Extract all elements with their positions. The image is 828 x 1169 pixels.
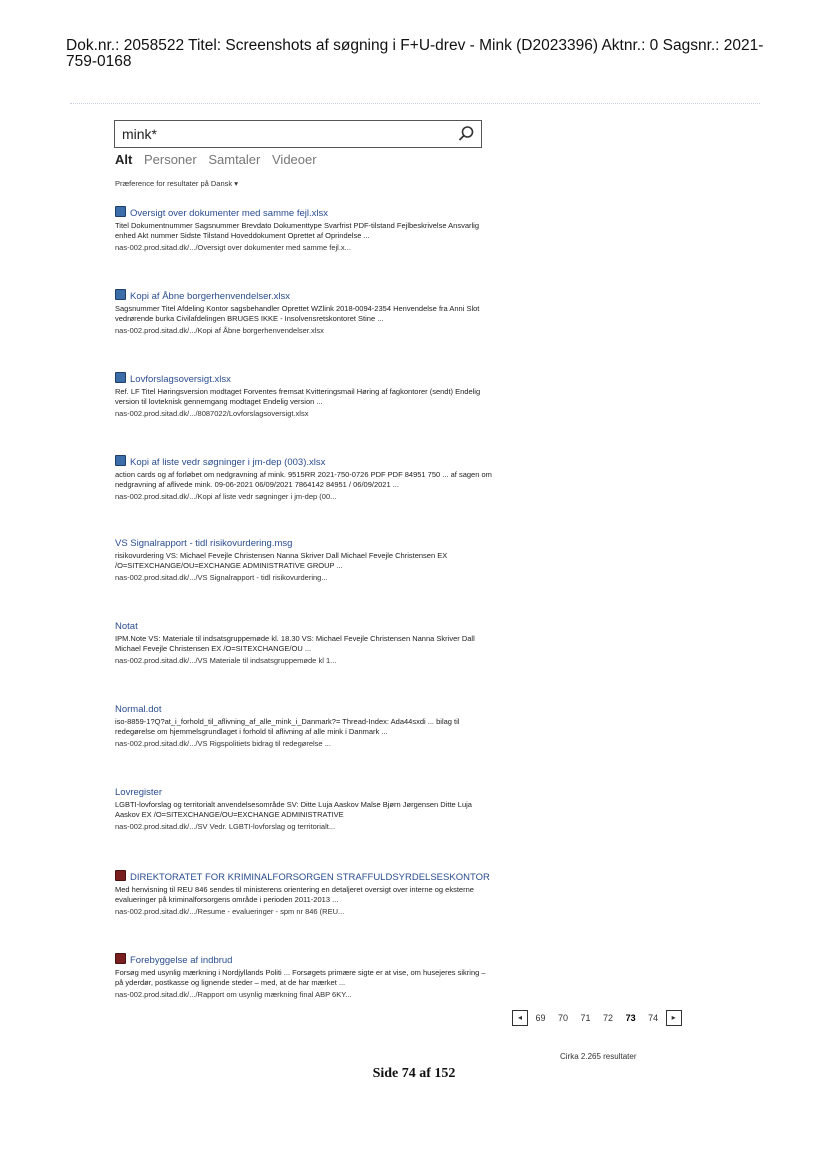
excel-file-icon <box>115 289 126 300</box>
next-page-button[interactable]: ▸ <box>666 1010 682 1026</box>
result-item <box>115 206 493 289</box>
result-snippet: risikovurdering VS: Michael Fevejle Christensen Nanna Skriver Dall Michael Fevejle Christensen EX /O=SITEXCHANGE/OU=EXCHANGE ADMINISTRATIVE GROUP ... <box>115 551 448 570</box>
search-box[interactable] <box>114 120 482 148</box>
language-preference[interactable]: Præference for resultater på Dansk ▾ <box>115 179 238 188</box>
search-tabs <box>115 152 325 167</box>
tab-alt[interactable]: Alt <box>115 152 133 167</box>
result-url: nas-002.prod.sitad.dk/.../Kopi af liste vedr søgninger i jm-dep (00... <box>115 492 337 501</box>
result-snippet: Med henvisning til REU 846 sendes til ministerens orientering en detaljeret oversigt over interne og eksterne evalueringer på kriminalforsorgens område i perioden 2011-2013 ... <box>115 885 474 904</box>
result-snippet: IPM.Note VS: Materiale til indsatsgruppemøde kl. 18.30 VS: Michael Fevejle Christensen Nanna Skriver Dall Michael Fevejle Christensen EX /O=SITEXCHANGE/OU ... <box>115 634 475 653</box>
result-item <box>115 704 493 787</box>
result-title[interactable]: Lovforslagsoversigt.xlsx <box>115 372 493 386</box>
result-title[interactable]: Oversigt over dokumenter med samme fejl.xlsx <box>115 206 493 220</box>
result-snippet: iso-8859-1?Q?at_i_forhold_til_aflivning_af_alle_mink_i_Danmark?= Thread-Index: Ada44sxdi ... bilag til redegørelse om hjemmelsgrundlaget i forhold til aflivning af alle mink i Danmark ... <box>115 717 460 736</box>
result-title[interactable]: Normal.dot <box>115 704 162 715</box>
page-link[interactable]: 71 <box>580 1013 591 1023</box>
result-snippet: action cards og af forløbet om nedgravning af mink. 9515RR 2021-750-0726 PDF PDF 84951 750 ... af sagen om nedgravning af aflivede mink. 09-06-2021 06/09/2021 7864142 84951 / 06/09/2021 ... <box>115 470 492 489</box>
excel-file-icon <box>115 455 126 466</box>
result-title[interactable]: Kopi af Åbne borgerhenvendelser.xlsx <box>115 289 493 303</box>
tab-personer[interactable]: Personer <box>143 152 197 167</box>
result-item <box>115 787 493 870</box>
result-url: nas-002.prod.sitad.dk/.../VS Rigspolitiets bidrag til redegørelse ... <box>115 739 331 748</box>
page-link[interactable]: 70 <box>558 1013 569 1023</box>
result-item <box>115 372 493 455</box>
result-count: Cirka 2.265 resultater <box>560 1052 637 1061</box>
result-item <box>115 455 493 538</box>
pdf-file-icon <box>115 953 126 964</box>
page-link[interactable]: 74 <box>648 1013 659 1023</box>
page-link[interactable]: 69 <box>535 1013 546 1023</box>
result-snippet: Sagsnummer Titel Afdeling Kontor sagsbehandler Oprettet WZlink 2018-0094-2354 Henvendelse fra Anni Slot vedrørende burka Civilafdelingen BRUGES IKKE - Insolvensretskontoret Stine ... <box>115 304 480 323</box>
result-url: nas-002.prod.sitad.dk/.../Kopi af Åbne borgerhenvendelser.xlsx <box>115 326 324 335</box>
search-input[interactable]: mink* <box>122 126 158 142</box>
current-page: 73 <box>625 1013 636 1023</box>
result-url: nas-002.prod.sitad.dk/.../Resume - evalueringer - spm nr 846 (REU... <box>115 907 345 916</box>
result-url: nas-002.prod.sitad.dk/.../Rapport om usynlig mærkning final ABP 6KY... <box>115 990 352 999</box>
result-item <box>115 870 493 953</box>
result-item <box>115 953 493 1036</box>
results-list <box>115 206 493 1036</box>
result-url: nas-002.prod.sitad.dk/.../VS Signalrapport - tidl risikovurdering... <box>115 573 328 582</box>
tab-samtaler[interactable]: Samtaler <box>208 152 261 167</box>
excel-file-icon <box>115 372 126 383</box>
result-item <box>115 289 493 372</box>
result-title[interactable]: VS Signalrapport - tidl risikovurdering.msg <box>115 538 293 549</box>
search-icon[interactable] <box>457 125 475 143</box>
tab-videoer[interactable]: Videoer <box>272 152 317 167</box>
result-snippet: Forsøg med usynlig mærkning i Nordjyllands Politi ... Forsøgets primære sigte er at vise, om husejeres sikring – på yderdør, postkasse og lignende steder – med, at de har mærket ... <box>115 968 486 987</box>
result-title[interactable]: DIREKTORATET FOR KRIMINALFORSORGEN STRAFFULDSYRDELSESKONTOR <box>115 870 493 884</box>
result-title[interactable]: Kopi af liste vedr søgninger i jm-dep (003).xlsx <box>115 455 493 469</box>
result-title[interactable]: Lovregister <box>115 787 162 798</box>
result-url: nas-002.prod.sitad.dk/.../8087022/Lovforslagsoversigt.xlsx <box>115 409 309 418</box>
result-title[interactable]: Notat <box>115 621 138 632</box>
result-title[interactable]: Forebyggelse af indbrud <box>115 953 493 967</box>
page-footer: Side 74 af 152 <box>372 1066 456 1081</box>
excel-file-icon <box>115 206 126 217</box>
pagination <box>512 1010 682 1030</box>
result-url: nas-002.prod.sitad.dk/.../VS Materiale til indsatsgruppemøde kl 1... <box>115 656 337 665</box>
result-snippet: Ref. LF Titel Høringsversion modtaget Forventes fremsat Kvitteringsmail Høring af fagkontorer (sendt) Endelig version til lovteknisk gennemgang modtaget Endelig version ... <box>115 387 481 406</box>
separator-line <box>70 103 760 104</box>
result-snippet: LGBTI-lovforslag og territorialt anvendelsesområde SV: Ditte Luja Aaskov Malse Bjørn Jørgensen Ditte Luja Aaskov EX /O=SITEXCHANGE/OU=EXCHANGE ADMINISTRATIVE <box>115 800 472 819</box>
result-snippet: Titel Dokumentnummer Sagsnummer Brevdato Dokumenttype Svarfrist PDF-tilstand Fejlbeskrivelse Ansvarlig enhed Akt nummer Sidste Tilstand Hoveddokument Oprettet af Oprindelse ... <box>115 221 480 240</box>
page-link[interactable]: 72 <box>603 1013 614 1023</box>
result-item <box>115 538 493 621</box>
result-item <box>115 621 493 704</box>
result-url: nas-002.prod.sitad.dk/.../Oversigt over dokumenter med samme fejl.x... <box>115 243 351 252</box>
prev-page-button[interactable]: ◂ <box>512 1010 528 1026</box>
result-url: nas-002.prod.sitad.dk/.../SV Vedr. LGBTI-lovforslag og territorialt... <box>115 822 336 831</box>
document-header: Dok.nr.: 2058522 Titel: Screenshots af søgning i F+U-drev - Mink (D2023396) Aktnr.: 0 Sagsnr.: 2021-759-0168 <box>66 37 764 70</box>
pdf-file-icon <box>115 870 126 881</box>
